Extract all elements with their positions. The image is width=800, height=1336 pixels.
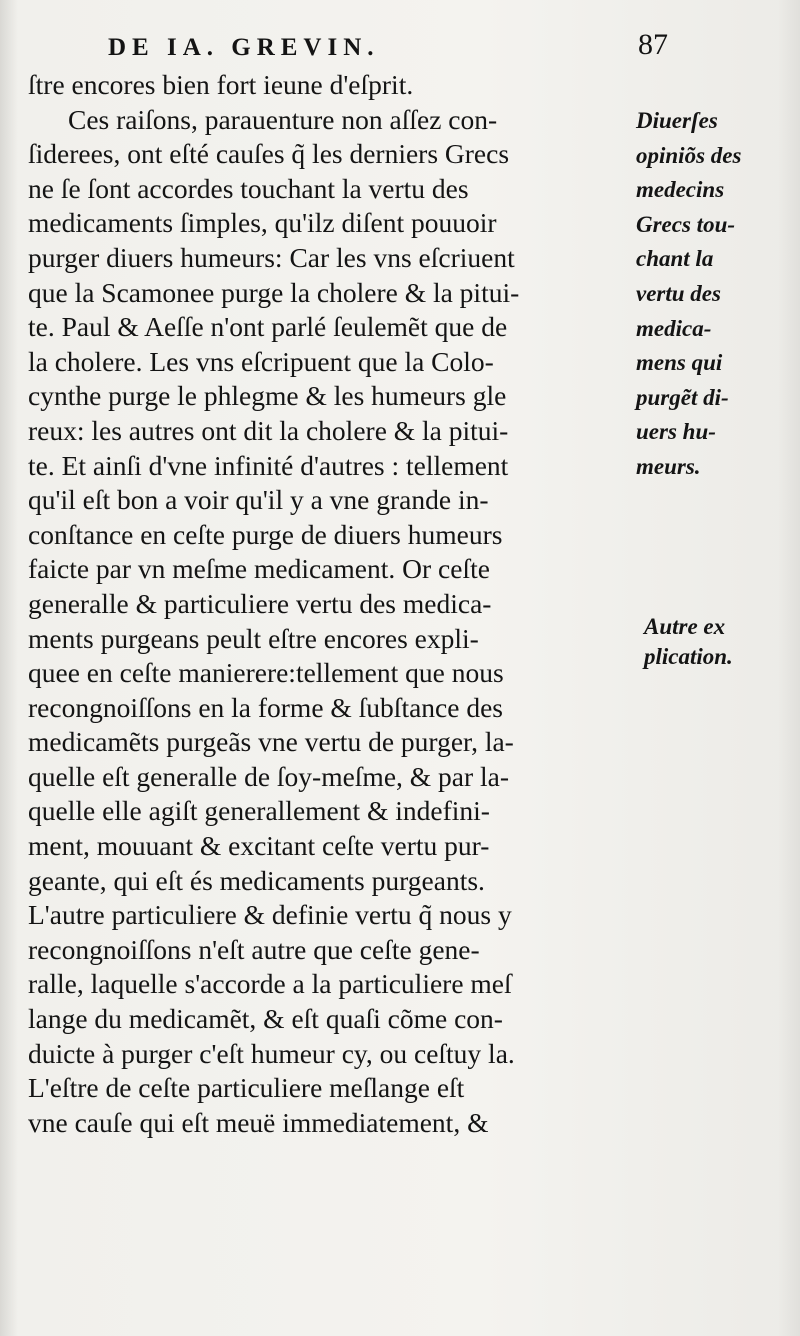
text-line: Ces raiſons, parauenture non aſſez con- [68,103,498,135]
page-header [108,28,668,68]
margin-note-line: vertu des [636,280,721,306]
running-head: DE IA. GREVIN. [108,34,380,61]
margin-note-line: medica- [636,315,712,341]
text-line: generalle & particuliere vertu des medica- [28,587,492,619]
margin-note-line: Autre ex [644,614,726,639]
body-text [28,68,640,1140]
text-line: medicamẽts purgeãs vne vertu de purger, la- [28,726,514,758]
margin-note-line: mens qui [636,350,723,376]
margin-note-line: uers hu- [636,419,716,445]
text-line: conſtance en ceſte purge de diuers humeurs [28,518,503,550]
text-line: te. Paul & Aeſſe n'ont parlé ſeulemẽt que de [28,311,508,343]
margin-notes [636,104,776,669]
text-line: recongnoiſſons en la forme & ſubſtance des [28,691,503,723]
margin-note-line: meurs. [636,453,701,479]
text-line: te. Et ainſi d'vne infinité d'autres : tellement [28,449,509,481]
text-line: lange du medicamẽt, & eſt quaſi cõme con- [28,1003,503,1035]
page-number: 87 [638,28,668,61]
text-line: vne cauſe qui eſt meuë immediatement, & [28,1106,489,1138]
text-line: L'eſtre de ceſte particuliere meſlange eſt [28,1072,465,1104]
text-line: quelle eſt generalle de ſoy-meſme, & par la- [28,760,510,792]
margin-note-line: plication. [644,644,733,669]
margin-note-line: medecins [636,177,725,203]
text-line: cynthe purge le phlegme & les humeurs gle [28,380,507,412]
text-line: duicte à purger c'eſt humeur cy, ou ceſtuy la. [28,1037,515,1069]
text-line: reux: les autres ont dit la cholere & la pitui- [28,414,509,446]
text-line: que la Scamonee purge la cholere & la pitui- [28,276,520,308]
text-line: quee en ceſte manierere:tellement que nous [28,657,504,689]
text-line: recongnoiſſons n'eſt autre que ceſte gene- [28,933,480,965]
margin-note-line: Grecs tou- [636,211,736,237]
text-line: ne ſe ſont accordes touchant la vertu des [28,172,469,204]
margin-note-autre-explication [644,612,733,672]
text-line: la cholere. Les vns eſcripuent que la Colo- [28,345,494,377]
text-line: ralle, laquelle s'accorde a la particuliere meſ [28,968,512,1000]
text-line: ments purgeans peult eſtre encores expli- [28,622,479,654]
text-line: purger diuers humeurs: Car les vns eſcriuent [28,241,515,273]
page-edge-shadow [778,0,800,1336]
text-line: medicaments ſimples, qu'ilz diſent pouuoir [28,207,497,239]
text-line: qu'il eſt bon a voir qu'il y a vne grande in- [28,484,489,516]
margin-note-line: purgẽt di- [636,384,729,410]
text-line: ment, mouuant & excitant ceſte vertu pur- [28,830,490,862]
text-line: ſiderees, ont eſté cauſes q̃ les derniers Grecs [28,138,510,170]
margin-note-line: chant la [636,246,714,272]
text-line: geante, qui eſt és medicaments purgeants. [28,864,485,896]
margin-note-diverses-opinions [636,104,776,485]
text-line: faicte par vn meſme medicament. Or ceſte [28,553,490,585]
margin-note-line: opiniõs des [636,142,742,168]
text-line: ſtre encores bien fort ieune d'eſprit. [28,69,414,100]
text-line: L'autre particuliere & definie vertu q̃ nous y [28,899,512,931]
margin-note-line: Diuerſes [636,108,718,133]
text-line: quelle elle agiſt generallement & indefini- [28,795,490,827]
